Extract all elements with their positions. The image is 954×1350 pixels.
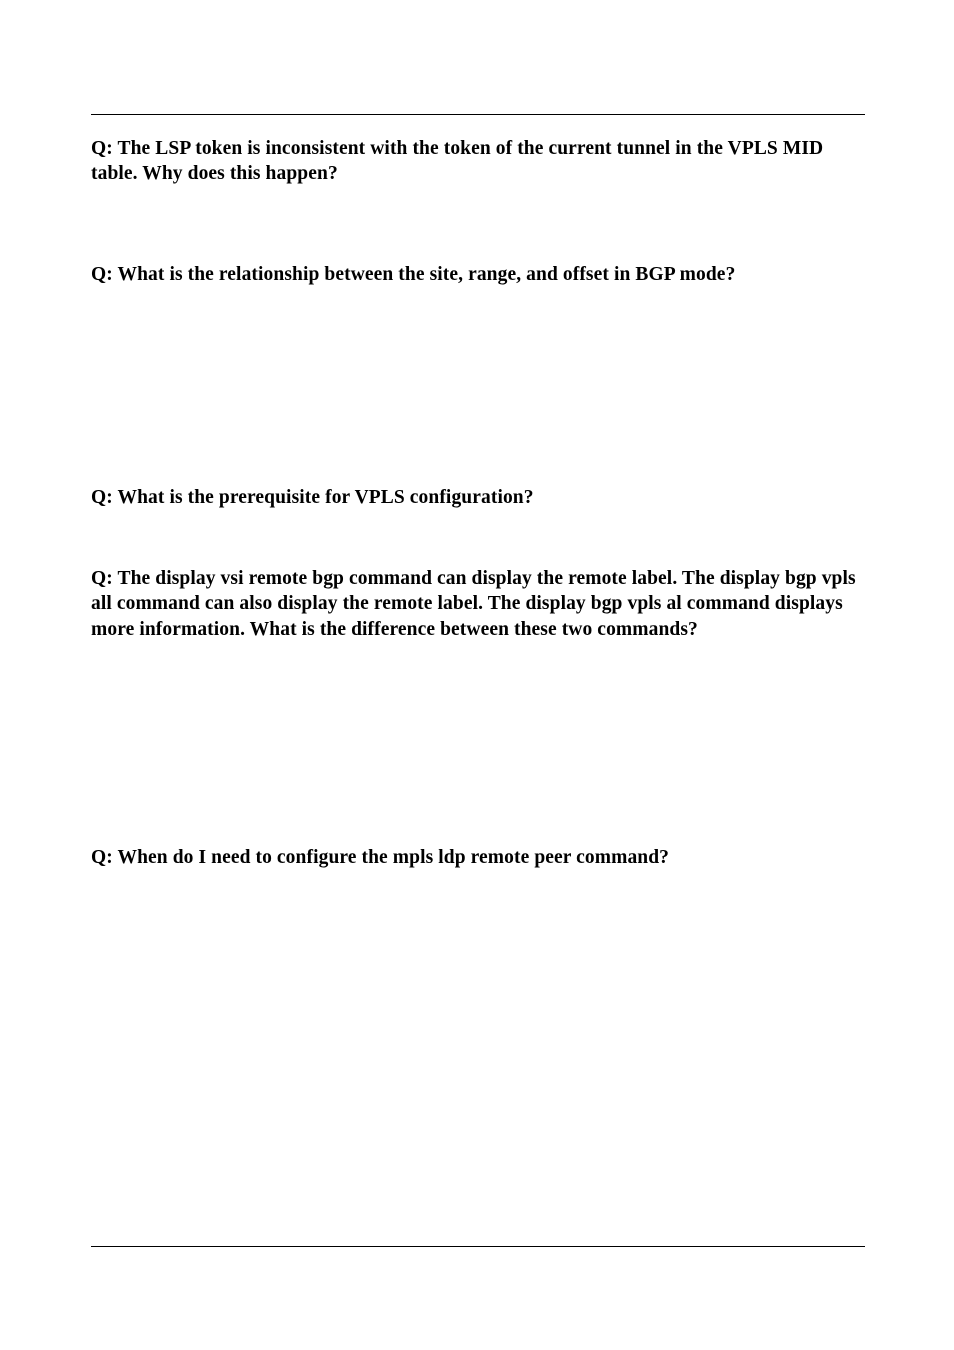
question-site-range-offset: Q: What is the relationship between the site, range, and offset in BGP mode? (91, 264, 736, 285)
question-lsp-token: Q: The LSP token is inconsistent with the token of the current tunnel in the VPLS MID table. Why does this happen? (91, 138, 824, 185)
question-mpls-ldp-remote-peer: Q: When do I need to configure the mpls ldp remote peer command? (91, 847, 670, 868)
question-remote-label-commands: Q: The display vsi remote bgp command can display the remote label. The display bgp vpls all command can also display the remote label. The display bgp vpls al command displays more information. What is the difference between these two commands? (91, 568, 856, 640)
header-rule (91, 114, 865, 115)
footer-rule (91, 1246, 865, 1247)
question-vpls-prerequisite: Q: What is the prerequisite for VPLS configuration? (91, 487, 534, 508)
